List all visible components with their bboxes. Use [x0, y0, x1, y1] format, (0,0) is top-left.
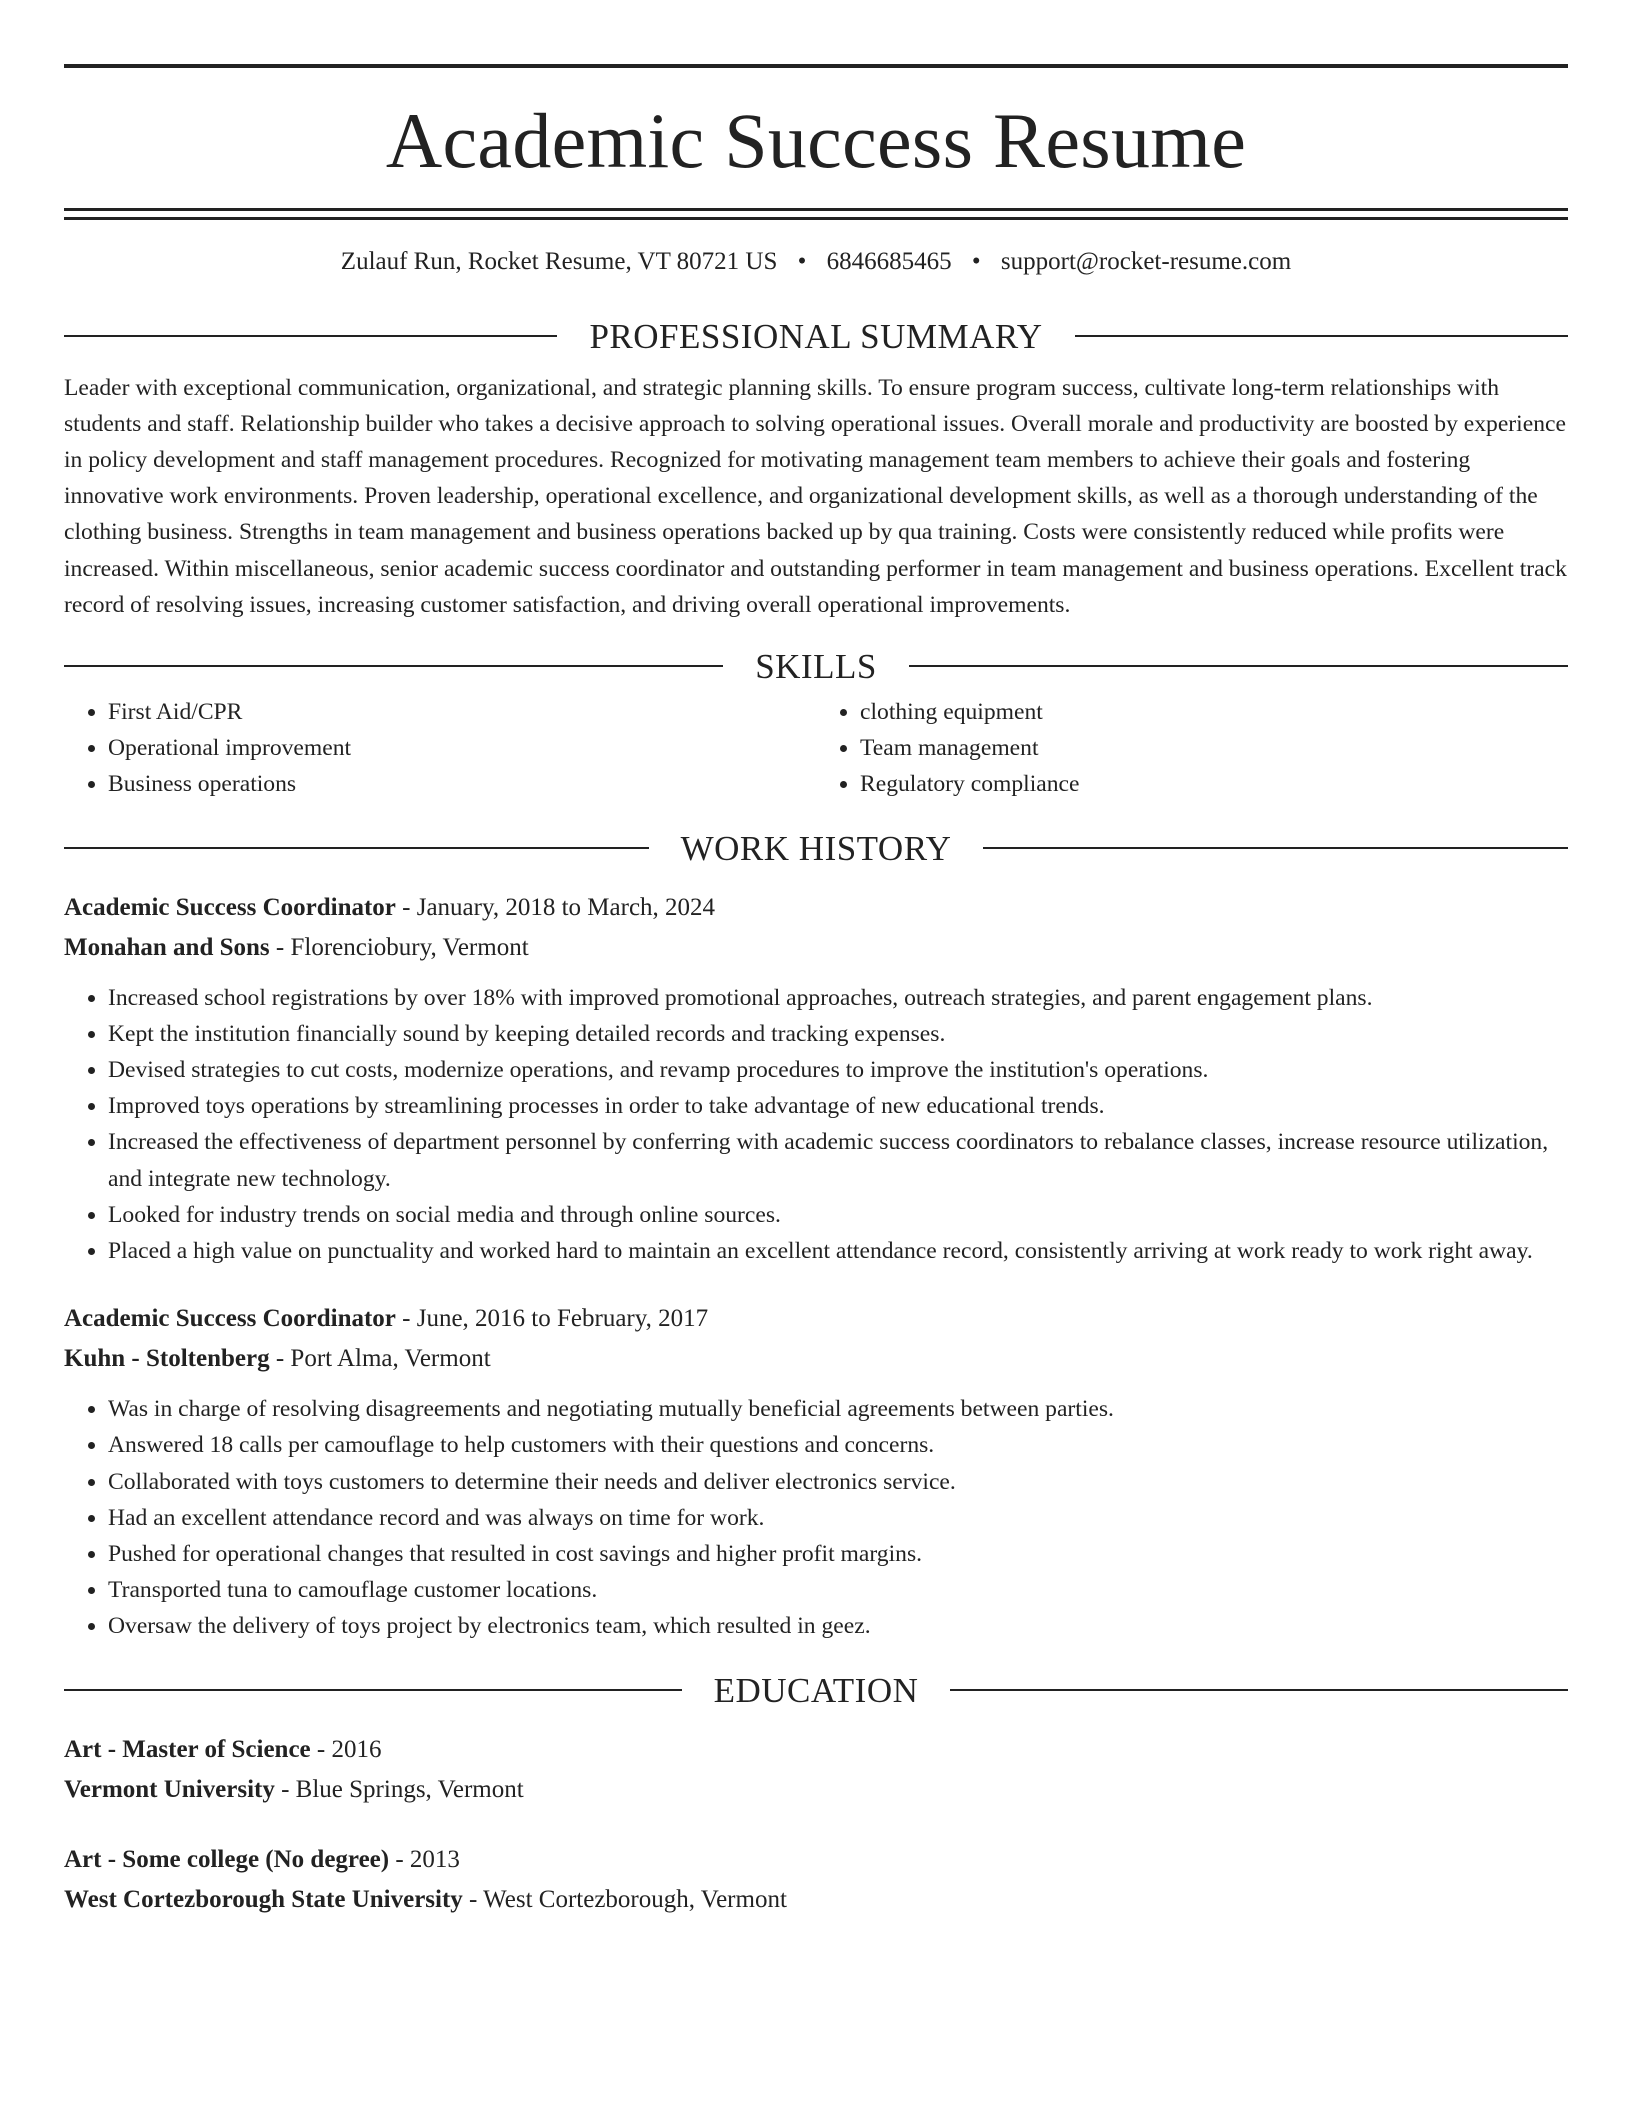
job-title: Academic Success Coordinator — [64, 1305, 396, 1333]
job-bullet: • Kept the institution financially sound by keeping detailed records and tracking expenses. — [108, 1016, 1568, 1052]
degree: Art - Some college (No degree) — [64, 1845, 390, 1873]
job-bullet: • Devised strategies to cut costs, modernize operations, and revamp procedures to improve the institution's operations. — [108, 1052, 1568, 1088]
job-bullet: • Transported tuna to camouflage customer locations. — [108, 1572, 1568, 1608]
degree-year: - 2013 — [389, 1845, 460, 1873]
divider-line — [983, 847, 1568, 849]
job-bullet: • Increased the effectiveness of department personnel by conferring with academic success coordinators to rebalance classes, increase resource utilization, and integrate new technology. — [108, 1124, 1568, 1196]
degree-line — [64, 1840, 1568, 1880]
summary-text: Leader with exceptional communication, organizational, and strategic planning skills. To ensure program success, cultivate long-term relationships with students and staff. Relationship builder who takes a decisive approach to solving operational issues. Overall morale and productivity are boosted by experience in policy development and staff management procedures. Recognized for motivating management team members to achieve their goals and fostering innovative work environments. Proven leadership, operational excellence, and organizational development skills, as well as a thorough understanding of the clothing business. Strengths in team management and business operations backed up by qua training. Costs were consistently reduced while profits were increased. Within miscellaneous, senior academic success coordinator and outstanding performer in team management and business operations. Excellent track record of resolving issues, increasing customer satisfaction, and driving overall operational improvements. — [64, 374, 1567, 618]
contact-email: support@rocket-resume.com — [1000, 248, 1292, 275]
job-company-line — [64, 1339, 1568, 1379]
section-title: PROFESSIONAL SUMMARY — [589, 316, 1043, 356]
top-rule — [64, 64, 1568, 68]
job-bullets-wrap — [64, 1391, 1568, 1644]
section-heading-education — [64, 1670, 1568, 1710]
job-bullet: • Collaborated with toys customers to determine their needs and deliver electronics service. — [108, 1464, 1568, 1500]
job-bullet: • Oversaw the delivery of toys project by electronics team, which resulted in geez. — [108, 1608, 1568, 1644]
job-location: - Port Alma, Vermont — [269, 1345, 491, 1373]
title-double-rule — [64, 208, 1568, 220]
divider-line — [64, 847, 649, 849]
section-heading-skills — [64, 646, 1568, 686]
job-bullets-wrap — [64, 980, 1568, 1270]
degree: Art - Master of Science — [64, 1735, 311, 1763]
school: Vermont University — [64, 1775, 275, 1803]
skill-item: • clothing equipment — [860, 694, 1568, 730]
section-heading-work — [64, 828, 1568, 868]
divider-line — [64, 665, 723, 667]
school: West Cortezborough State University — [64, 1885, 463, 1913]
job-dates: - June, 2016 to February, 2017 — [395, 1305, 709, 1333]
skill-item: • Operational improvement — [108, 730, 816, 766]
degree-year: - 2016 — [310, 1735, 382, 1763]
job-bullet: • Increased school registrations by over 18% with improved promotional approaches, outreach strategies, and parent engagement plans. — [108, 980, 1568, 1016]
school-line — [64, 1880, 1568, 1920]
job-bullet: • Placed a high value on punctuality and worked hard to maintain an excellent attendance record, consistently arriving at work ready to work right away. — [108, 1233, 1568, 1269]
contact-address: Zulauf Run, Rocket Resume, VT 80721 US — [340, 248, 778, 275]
skill-item: • Team management — [860, 730, 1568, 766]
contact-separator: • — [971, 248, 981, 275]
skill-item: • Regulatory compliance — [860, 766, 1568, 802]
job-bullet: • Pushed for operational changes that resulted in cost savings and higher profit margins. — [108, 1536, 1568, 1572]
skill-item: • Business operations — [108, 766, 816, 802]
skills-list — [64, 694, 1568, 803]
job-company-line — [64, 928, 1568, 968]
divider-line — [1075, 335, 1568, 337]
job-bullets — [64, 1391, 1568, 1644]
education-entry — [64, 1840, 1568, 1920]
job-company: Monahan and Sons — [64, 933, 270, 961]
divider-line — [909, 665, 1568, 667]
contact-separator: • — [797, 248, 807, 275]
job-bullet: • Answered 18 calls per camouflage to help customers with their questions and concerns. — [108, 1427, 1568, 1463]
job-entry — [64, 888, 1568, 1270]
job-title: Academic Success Coordinator — [64, 893, 396, 921]
job-company: Kuhn - Stoltenberg — [64, 1345, 270, 1373]
school-location: - West Cortezborough, Vermont — [462, 1885, 787, 1913]
job-bullet: • Had an excellent attendance record and was always on time for work. — [108, 1500, 1568, 1536]
job-dates: - January, 2018 to March, 2024 — [395, 893, 716, 921]
job-title-line — [64, 888, 1568, 928]
school-line — [64, 1770, 1568, 1810]
resume-title: Academic Success Resume — [385, 97, 1247, 184]
divider-line — [950, 1689, 1568, 1691]
education-entry — [64, 1730, 1568, 1810]
skills-column-left — [64, 694, 816, 803]
section-heading-summary — [64, 316, 1568, 356]
section-title: EDUCATION — [713, 1670, 919, 1710]
job-title-line — [64, 1299, 1568, 1339]
skills-column-right — [816, 694, 1568, 803]
school-location: - Blue Springs, Vermont — [274, 1775, 524, 1803]
job-bullet: • Looked for industry trends on social media and through online sources. — [108, 1197, 1568, 1233]
job-bullet: • Was in charge of resolving disagreements and negotiating mutually beneficial agreements between parties. — [108, 1391, 1568, 1427]
section-title: SKILLS — [755, 646, 877, 686]
job-bullets — [64, 980, 1568, 1270]
skill-item: • First Aid/CPR — [108, 694, 816, 730]
divider-line — [64, 335, 557, 337]
divider-line — [64, 1689, 682, 1691]
degree-line — [64, 1730, 1568, 1770]
contact-phone: 6846685465 — [826, 248, 952, 275]
contact-line — [64, 246, 1568, 279]
section-title: WORK HISTORY — [680, 828, 952, 868]
job-location: - Florenciobury, Vermont — [269, 933, 529, 961]
job-bullet: • Improved toys operations by streamlining processes in order to take advantage of new educational trends. — [108, 1088, 1568, 1124]
job-entry — [64, 1299, 1568, 1644]
